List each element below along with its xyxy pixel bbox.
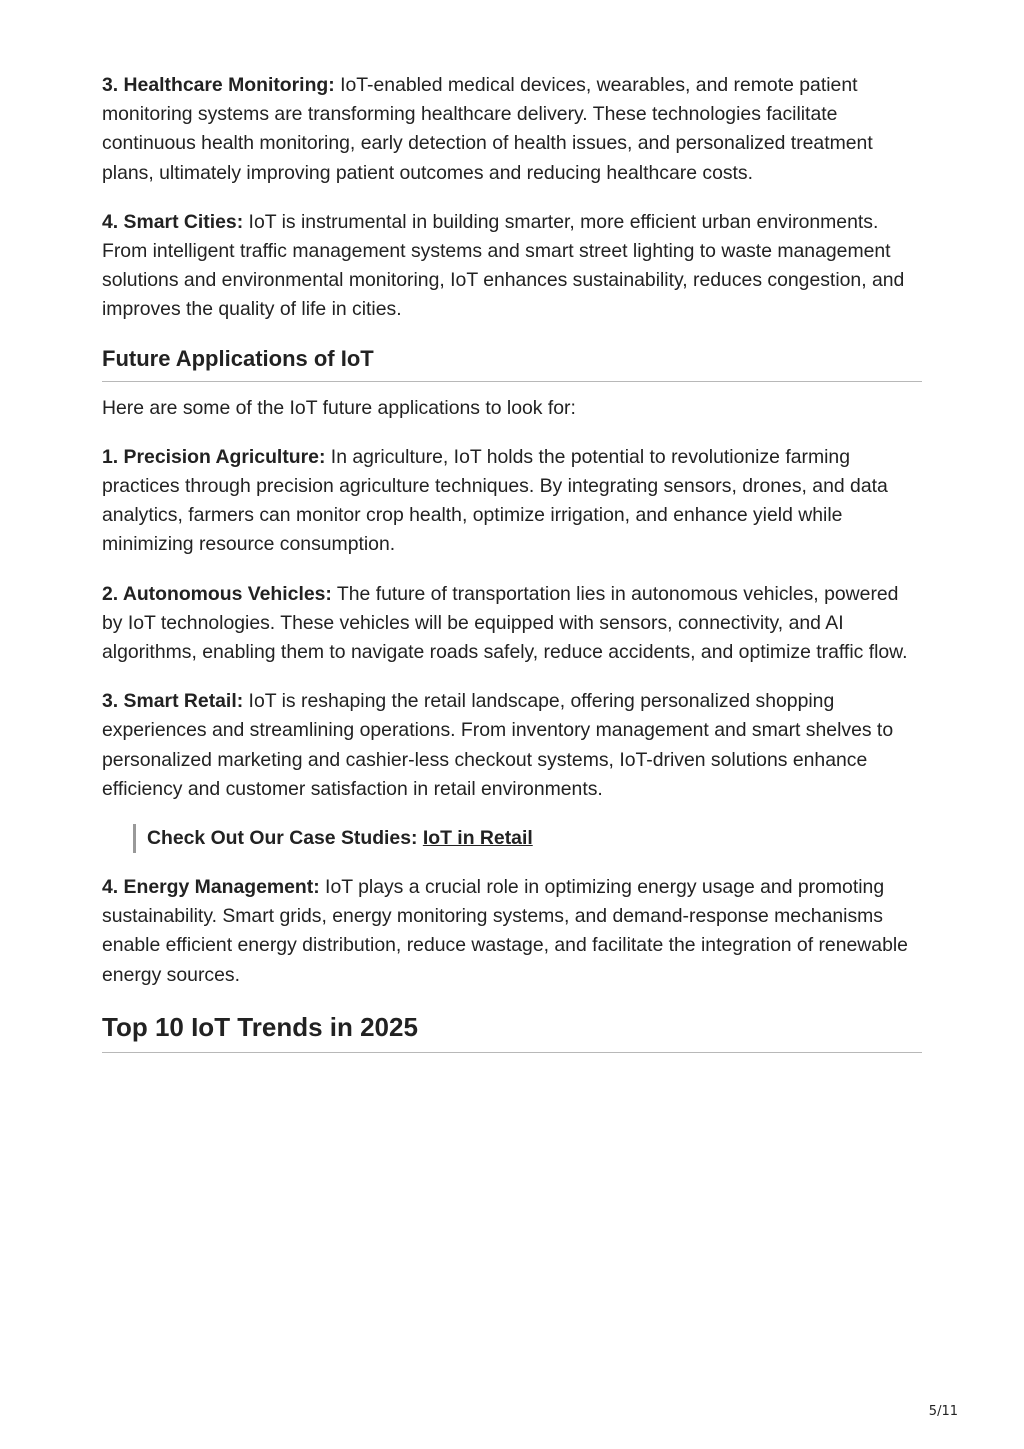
healthcare-text: IoT-enabled medical devices, wearables, and remote patient monitoring systems are transforming healthcare delivery. These technologies facilitate continuous health monitoring, early detection of health issues, and personalized treatment plans, ultimately improving patient outcomes and reducing healthcare costs. xyxy=(102,74,873,184)
smart-retail-text: IoT is reshaping the retail landscape, offering personalized shopping experiences and streamlining operations. From inventory management and smart shelves to personalized marketing and cashier-less checkout systems, IoT-driven solutions enhance efficiency and customer satisfaction in retail environments. xyxy=(102,690,894,800)
trends-heading: Top 10 IoT Trends in 2025 xyxy=(102,1010,922,1053)
smart-cities-text: IoT is instrumental in building smarter, more efficient urban environments. From intelligent traffic management systems and smart street lighting to waste management solutions and environmental monitoring, IoT enhances sustainability, reduces congestion, and improves the quality of life in cities. xyxy=(102,210,905,321)
document-page xyxy=(102,71,922,1053)
precision-agriculture-paragraph xyxy=(102,443,922,560)
autonomous-vehicles-paragraph xyxy=(102,580,922,668)
smart-cities-paragraph xyxy=(102,208,922,325)
page-number: 5/11 xyxy=(928,1404,958,1419)
smart-retail-lead: 3. Smart Retail: xyxy=(102,690,244,713)
case-study-callout xyxy=(133,824,922,853)
iot-in-retail-link[interactable]: IoT in Retail xyxy=(422,827,533,850)
smart-retail-paragraph xyxy=(102,687,922,804)
healthcare-lead: 3. Healthcare Monitoring: xyxy=(102,74,335,96)
energy-management-lead: 4. Energy Management: xyxy=(102,876,320,899)
autonomous-vehicles-text: The future of transportation lies in autonomous vehicles, powered by IoT technologies. These vehicles will be equipped with sensors, connectivity, and AI algorithms, enabling them to navigate roads safely, reduce accidents, and optimize traffic flow. xyxy=(102,582,908,664)
future-applications-heading: Future Applications of IoT xyxy=(102,345,922,382)
precision-agriculture-text: In agriculture, IoT holds the potential to revolutionize farming practices through precision agriculture techniques. By integrating sensors, drones, and data analytics, farmers can monitor crop health, optimize irrigation, and enhance yield while minimizing resource consumption. xyxy=(102,445,888,556)
callout-label: Check Out Our Case Studies: xyxy=(147,827,423,850)
smart-cities-lead: 4. Smart Cities: xyxy=(102,210,244,233)
precision-agriculture-lead: 1. Precision Agriculture: xyxy=(102,445,326,468)
healthcare-paragraph xyxy=(102,71,922,188)
autonomous-vehicles-lead: 2. Autonomous Vehicles: xyxy=(102,582,332,605)
energy-management-paragraph xyxy=(102,873,922,990)
energy-management-text: IoT plays a crucial role in optimizing energy usage and promoting sustainability. Smart grids, energy monitoring systems, and demand-response mechanisms enable efficient energy distribution, reduce wastage, and facilitate the integration of renewable energy sources. xyxy=(102,876,908,986)
future-intro: Here are some of the IoT future applications to look for: xyxy=(102,396,576,419)
